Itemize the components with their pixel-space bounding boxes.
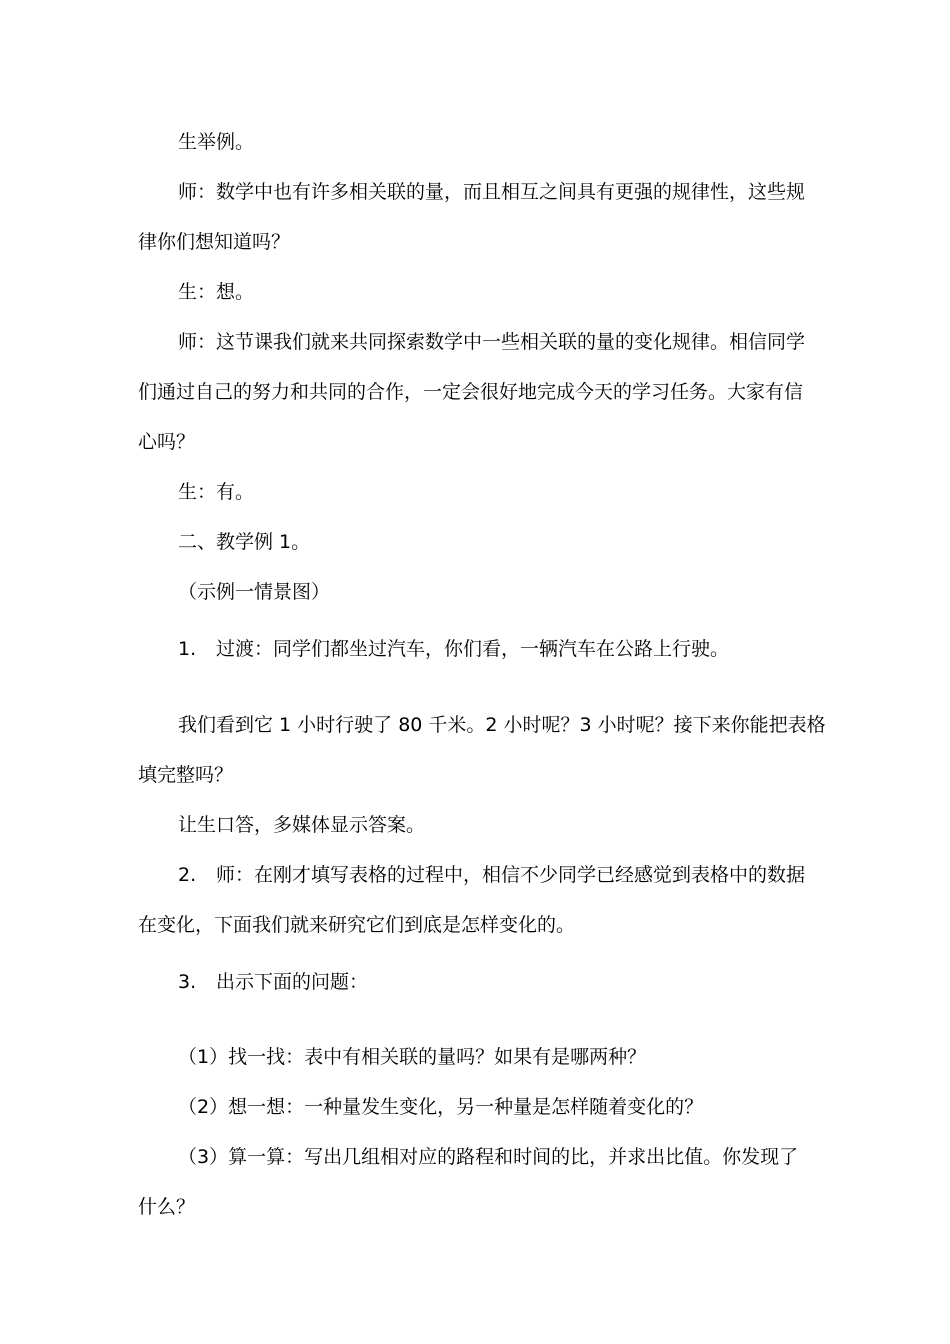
paragraph-line: 什么？: [138, 1196, 196, 1218]
paragraph-line: 在变化，下面我们就来研究它们到底是怎样变化的。: [138, 914, 576, 936]
item-number: 3.: [178, 971, 197, 993]
numbered-item: [178, 863, 805, 887]
paragraph-line: 我们看到它 1 小时行驶了 80 千米。2 小时呢？3 小时呢？接下来你能把表格: [178, 714, 826, 736]
paragraph-line: 生举例。: [178, 131, 255, 153]
item-text: 过渡：同学们都坐过汽车，你们看，一辆汽车在公路上行驶。: [216, 638, 730, 660]
paragraph-line: 心吗？: [138, 431, 196, 453]
section-heading: 二、教学例 1。: [178, 531, 311, 553]
numbered-item: [178, 970, 368, 994]
item-number: 2.: [178, 864, 197, 886]
item-number: 1.: [178, 638, 197, 660]
paragraph-line: 填完整吗？: [138, 764, 234, 786]
item-text: 出示下面的问题：: [216, 971, 369, 993]
question-item: （2）想一想：一种量发生变化，另一种量是怎样随着变化的？: [178, 1096, 704, 1118]
question-item: （1）找一找：表中有相关联的量吗？如果有是哪两种？: [178, 1046, 647, 1068]
numbered-item: [178, 637, 729, 661]
figure-caption: （示例一情景图）: [178, 581, 331, 603]
paragraph-line: 师：这节课我们就来共同探索数学中一些相关联的量的变化规律。相信同学: [178, 331, 806, 353]
question-item: （3）算一算：写出几组相对应的路程和时间的比，并求出比值。你发现了: [178, 1146, 799, 1168]
item-text: 师：在刚才填写表格的过程中，相信不少同学已经感觉到表格中的数据: [216, 864, 806, 886]
paragraph-line: 们通过自己的努力和共同的合作，一定会很好地完成今天的学习任务。大家有信: [138, 381, 804, 403]
paragraph-line: 师：数学中也有许多相关联的量，而且相互之间具有更强的规律性，这些规: [178, 181, 806, 203]
paragraph-line: 生：想。: [178, 281, 255, 303]
paragraph-line: 律你们想知道吗？: [138, 231, 291, 253]
paragraph-line: 生：有。: [178, 481, 255, 503]
paragraph-line: 让生口答，多媒体显示答案。: [178, 814, 426, 836]
